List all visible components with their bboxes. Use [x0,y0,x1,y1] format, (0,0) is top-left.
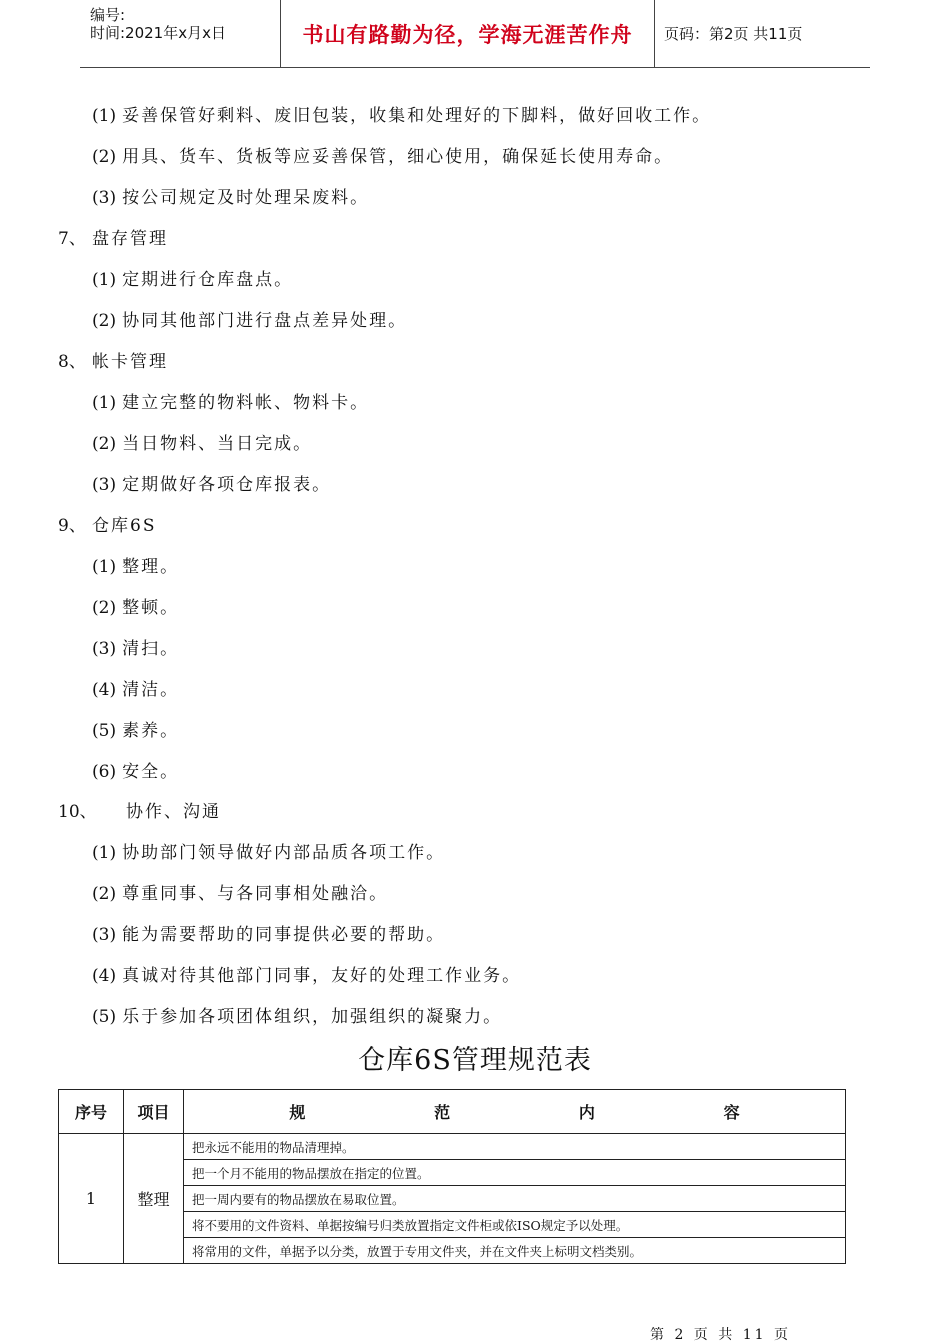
list-item: (1) 妥善保管好剩料、废旧包装，收集和处理好的下脚料，做好回收工作。 [92,106,712,126]
row-content: 将常用的文件，单据予以分类，放置于专用文件夹，并在文件夹上标明文档类别。 [184,1238,846,1264]
doc-number-label: 编号: [90,6,126,24]
list-item: (1) 整理。 [92,557,180,577]
row-seq: 1 [59,1134,124,1264]
row-item: 整理 [124,1134,184,1264]
section-heading: 10、 协作、沟通 [58,802,221,822]
header-motto: 书山有路勤为径，学海无涯苦作舟 [302,22,633,47]
list-item: (2) 用具、货车、货板等应妥善保管，细心使用，确保延长使用寿命。 [92,147,674,167]
list-item: (6) 安全。 [92,762,180,782]
list-item: (2) 协同其他部门进行盘点差异处理。 [92,311,408,331]
section-heading: 8、 帐卡管理 [58,352,168,372]
list-item: (4) 真诚对待其他部门同事，友好的处理工作业务。 [92,966,522,986]
list-item: (3) 能为需要帮助的同事提供必要的帮助。 [92,925,446,945]
list-item: (3) 清扫。 [92,639,180,659]
list-item: (4) 清洁。 [92,680,180,700]
header-meta [80,0,280,67]
list-item: (1) 建立完整的物料帐、物料卡。 [92,393,370,413]
list-item: (5) 乐于参加各项团体组织，加强组织的凝聚力。 [92,1007,503,1027]
list-item: (5) 素养。 [92,721,180,741]
table-header-row [59,1090,846,1134]
section-heading: 9、 仓库6S [58,516,157,536]
page-header [80,0,870,68]
list-item: (1) 定期进行仓库盘点。 [92,270,294,290]
page-footer: 第 2 页 共 11 页 [650,1327,791,1343]
section-heading: 7、 盘存管理 [58,229,168,249]
list-item: (2) 尊重同事、与各同事相处融洽。 [92,884,389,904]
list-item: (3) 定期做好各项仓库报表。 [92,475,332,495]
table-title: 仓库6S管理规范表 [358,1045,592,1076]
doc-time-label: 时间:2021年x月x日 [90,24,226,42]
6s-standards-table [58,1089,846,1264]
row-content: 把一个月不能用的物品摆放在指定的位置。 [184,1160,846,1186]
row-content: 把永远不能用的物品清理掉。 [184,1134,846,1160]
row-content: 把一周内要有的物品摆放在易取位置。 [184,1186,846,1212]
row-content: 将不要用的文件资料、单据按编号归类放置指定文件柜或依ISO规定予以处理。 [184,1212,846,1238]
table-row [59,1134,846,1160]
list-item: (2) 当日物料、当日完成。 [92,434,313,454]
column-header-item: 项目 [124,1090,184,1134]
list-item: (1) 协助部门领导做好内部品质各项工作。 [92,843,446,863]
header-page-info: 页码：第2页 共11页 [664,25,803,43]
list-item: (3) 按公司规定及时处理呆废料。 [92,188,370,208]
column-header-seq: 序号 [59,1090,124,1134]
list-item: (2) 整顿。 [92,598,180,618]
header-motto-cell [280,0,655,67]
column-header-content: 规 范 内 容 [184,1090,846,1134]
